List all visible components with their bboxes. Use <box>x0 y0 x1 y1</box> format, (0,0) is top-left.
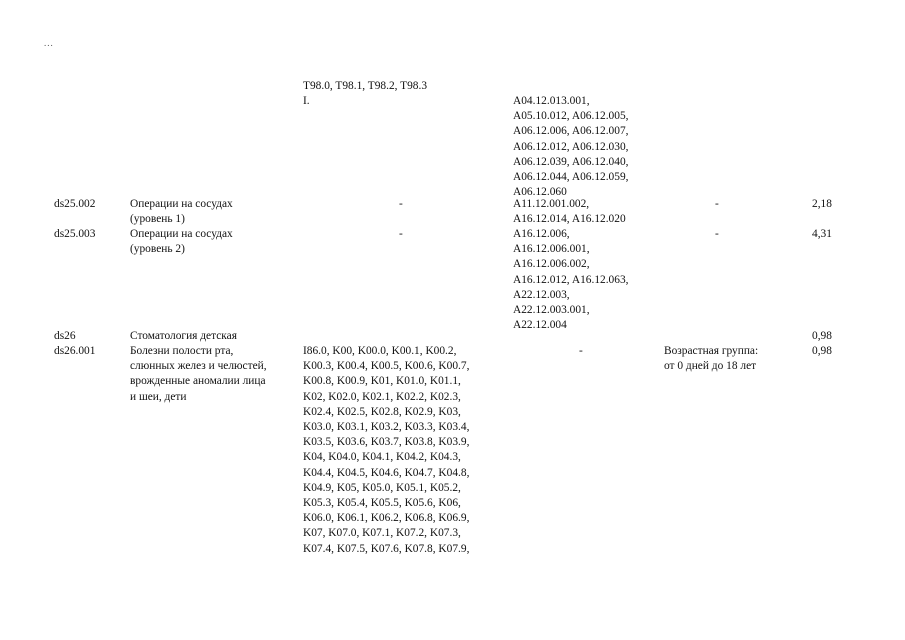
text-line: A11.12.001.002, <box>513 198 590 210</box>
top-fragment-diagnoses <box>303 79 427 109</box>
row-services: - <box>579 345 583 357</box>
row-coefficient: 0,98 <box>812 345 832 357</box>
text-line: K04, K04.0, K04.1, K04.2, K04.3, <box>303 451 461 464</box>
row-services <box>513 197 626 227</box>
row-code: ds25.003 <box>54 228 96 240</box>
text-line: K05.3, K05.4, K05.5, K05.6, K06, <box>303 497 461 510</box>
row-services <box>513 227 629 333</box>
text-line: K00.3, K00.4, K00.5, K00.6, K00.7, <box>303 360 470 373</box>
text-line: I. <box>303 95 310 108</box>
row-criteria: - <box>715 228 719 240</box>
row-criteria: - <box>715 198 719 210</box>
text-line: Болезни полости рта, <box>130 345 234 357</box>
text-line: A06.12.006, A06.12.007, <box>513 125 629 138</box>
text-line: K07, K07.0, K07.1, K07.2, K07.3, <box>303 527 461 540</box>
text-line: A16.12.012, A16.12.063, <box>513 273 629 286</box>
text-line: Операции на сосудах <box>130 198 233 210</box>
row-name <box>130 344 267 405</box>
text-line: A04.12.013.001, <box>513 95 590 107</box>
text-line: A22.12.003.001, <box>513 304 590 317</box>
text-line: K07.4, K07.5, K07.6, K07.8, K07.9, <box>303 542 470 555</box>
text-line: K02.4, K02.5, K02.8, K02.9, K03, <box>303 405 461 418</box>
text-line: A06.12.060 <box>513 186 567 199</box>
row-criteria <box>664 344 758 374</box>
text-line: A05.10.012, A06.12.005, <box>513 110 629 123</box>
row-coefficient: 2,18 <box>812 198 832 210</box>
text-line: K03.5, K03.6, K03.7, K03.8, K03.9, <box>303 436 470 449</box>
text-line: A16.12.006.001, <box>513 243 590 256</box>
text-line: K00.8, K00.9, K01, K01.0, K01.1, <box>303 375 461 388</box>
text-line: A06.12.039, A06.12.040, <box>513 155 629 168</box>
text-line: K06.0, K06.1, K06.2, K06.8, K06.9, <box>303 512 470 525</box>
text-line: Возрастная группа: <box>664 345 759 357</box>
row-name <box>130 329 237 344</box>
row-diagnoses <box>303 344 469 557</box>
text-line: T98.0, T98.1, T98.2, T98.3 <box>303 80 428 92</box>
row-name <box>130 227 233 257</box>
text-line: врожденные аномалии лица <box>130 375 266 388</box>
text-line: (уровень 1) <box>130 213 185 226</box>
row-code: ds26 <box>54 330 76 342</box>
corner-mark: ... <box>44 38 54 48</box>
text-line: A16.12.006.002, <box>513 258 590 271</box>
top-fragment-services <box>513 94 629 200</box>
text-line: K03.0, K03.1, K03.2, K03.3, K03.4, <box>303 421 470 434</box>
row-code: ds26.001 <box>54 345 96 357</box>
text-line: A06.12.012, A06.12.030, <box>513 140 629 153</box>
row-diagnoses: - <box>399 198 403 210</box>
text-line: A22.12.003, <box>513 288 570 301</box>
row-code: ds25.002 <box>54 198 96 210</box>
row-coefficient: 0,98 <box>812 330 832 342</box>
text-line: A16.12.006, <box>513 228 570 240</box>
text-line: K02, K02.0, K02.1, K02.2, K02.3, <box>303 390 461 403</box>
text-line: A22.12.004 <box>513 319 567 332</box>
text-line: K04.4, K04.5, K04.6, K04.7, K04.8, <box>303 466 470 479</box>
text-line: A06.12.044, A06.12.059, <box>513 171 629 184</box>
text-line: Операции на сосудах <box>130 228 233 240</box>
text-line: Стоматология детская <box>130 330 237 342</box>
text-line: K04.9, K05, K05.0, K05.1, K05.2, <box>303 481 461 494</box>
row-name <box>130 197 233 227</box>
text-line: слюнных желез и челюстей, <box>130 360 267 373</box>
text-line: I86.0, K00, K00.0, K00.1, K00.2, <box>303 345 457 357</box>
text-line: от 0 дней до 18 лет <box>664 360 757 373</box>
text-line: A16.12.014, A16.12.020 <box>513 213 626 226</box>
row-diagnoses: - <box>399 228 403 240</box>
text-line: (уровень 2) <box>130 243 185 256</box>
row-coefficient: 4,31 <box>812 228 832 240</box>
text-line: и шеи, дети <box>130 390 187 403</box>
